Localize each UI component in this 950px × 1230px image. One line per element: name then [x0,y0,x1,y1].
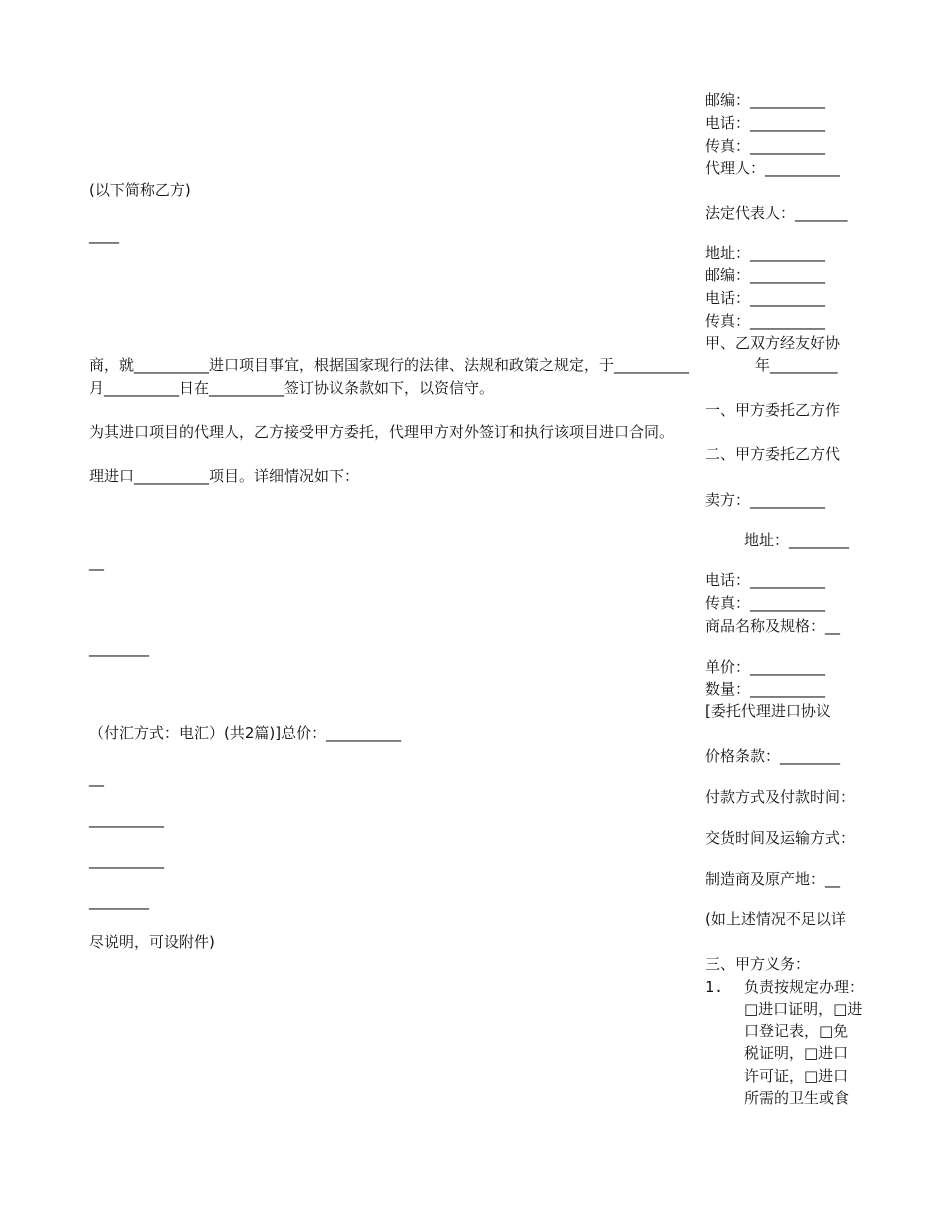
clause-2-text: 理进口__________项目。详细情况如下： [89,467,360,485]
consult-line: 商，就__________进口项目事宜，根据国家现行的法律、法规和政策之规定，于__________ [89,356,690,374]
total-price-line: （付汇方式：电汇）(共2篇)]总价：__________ [89,724,402,742]
clause-1-heading: 一、甲方委托乙方作 [705,401,841,419]
quantity-field: 数量：__________ [705,680,826,698]
payment-terms-field: 付款方式及付款时间： [705,788,856,806]
seller-phone-field: 电话：__________ [705,571,826,589]
delivery-terms-field: 交货时间及运输方式： [705,829,856,847]
blank-line: __________ [89,851,164,869]
blank-line: __ [89,769,104,787]
list-item-line: 许可证，□进口 [744,1067,849,1085]
attachment-note-end: 尽说明，可设附件) [89,933,215,951]
agreement-title-bracket: [委托代理进口协议 [705,702,831,720]
fax-a: 传真：__________ [705,137,826,155]
blank-line: ________ [89,639,149,657]
blank-line: ________ [89,892,149,910]
phone-b: 电话：__________ [705,289,826,307]
party-b-abbreviation: (以下简称乙方) [89,181,191,199]
list-item-line: □进口证明，□进 [744,1000,863,1018]
clause-1-text: 为其进口项目的代理人，乙方接受甲方委托，代理甲方对外签订和执行该项目进口合同。 [89,423,675,441]
blank-line: __ [89,553,104,571]
blank-line: __________ [89,810,164,828]
seller-address-field: 地址：________ [744,531,850,549]
unit-price-field: 单价：__________ [705,658,826,676]
address-b: 地址：__________ [705,244,826,262]
clause-3-heading: 三、甲方义务： [705,955,811,973]
goods-name-field: 商品名称及规格：__ [705,617,841,635]
attachment-note-start: (如上述情况不足以详 [705,910,846,928]
seller-field: 卖方：__________ [705,491,826,509]
blank-line: ____ [89,226,119,244]
legal-representative-field: 法定代表人：_______ [705,204,848,222]
date-line: 月__________日在__________签订协议条款如下，以资信守。 [89,379,495,397]
seller-fax-field: 传真：__________ [705,594,826,612]
agent-field: 代理人：__________ [705,159,841,177]
list-item-number: 1. [705,978,724,996]
year-field: 年_________ [755,356,838,374]
fax-b: 传真：__________ [705,312,826,330]
list-item-line: 负责按规定办理： [744,978,865,996]
postcode-a: 邮编：__________ [705,91,826,109]
clause-2-heading: 二、甲方委托乙方代 [705,445,841,463]
postcode-b: 邮编：__________ [705,266,826,284]
list-item-line: 所需的卫生或食 [744,1089,850,1107]
price-terms-field: 价格条款：________ [705,747,841,765]
phone-a: 电话：__________ [705,114,826,132]
list-item-line: 口登记表，□免 [744,1022,849,1040]
friendly-consult-text: 甲、乙双方经友好协 [705,334,841,352]
list-item-line: 税证明，□进口 [744,1044,849,1062]
manufacturer-field: 制造商及原产地：__ [705,870,841,888]
